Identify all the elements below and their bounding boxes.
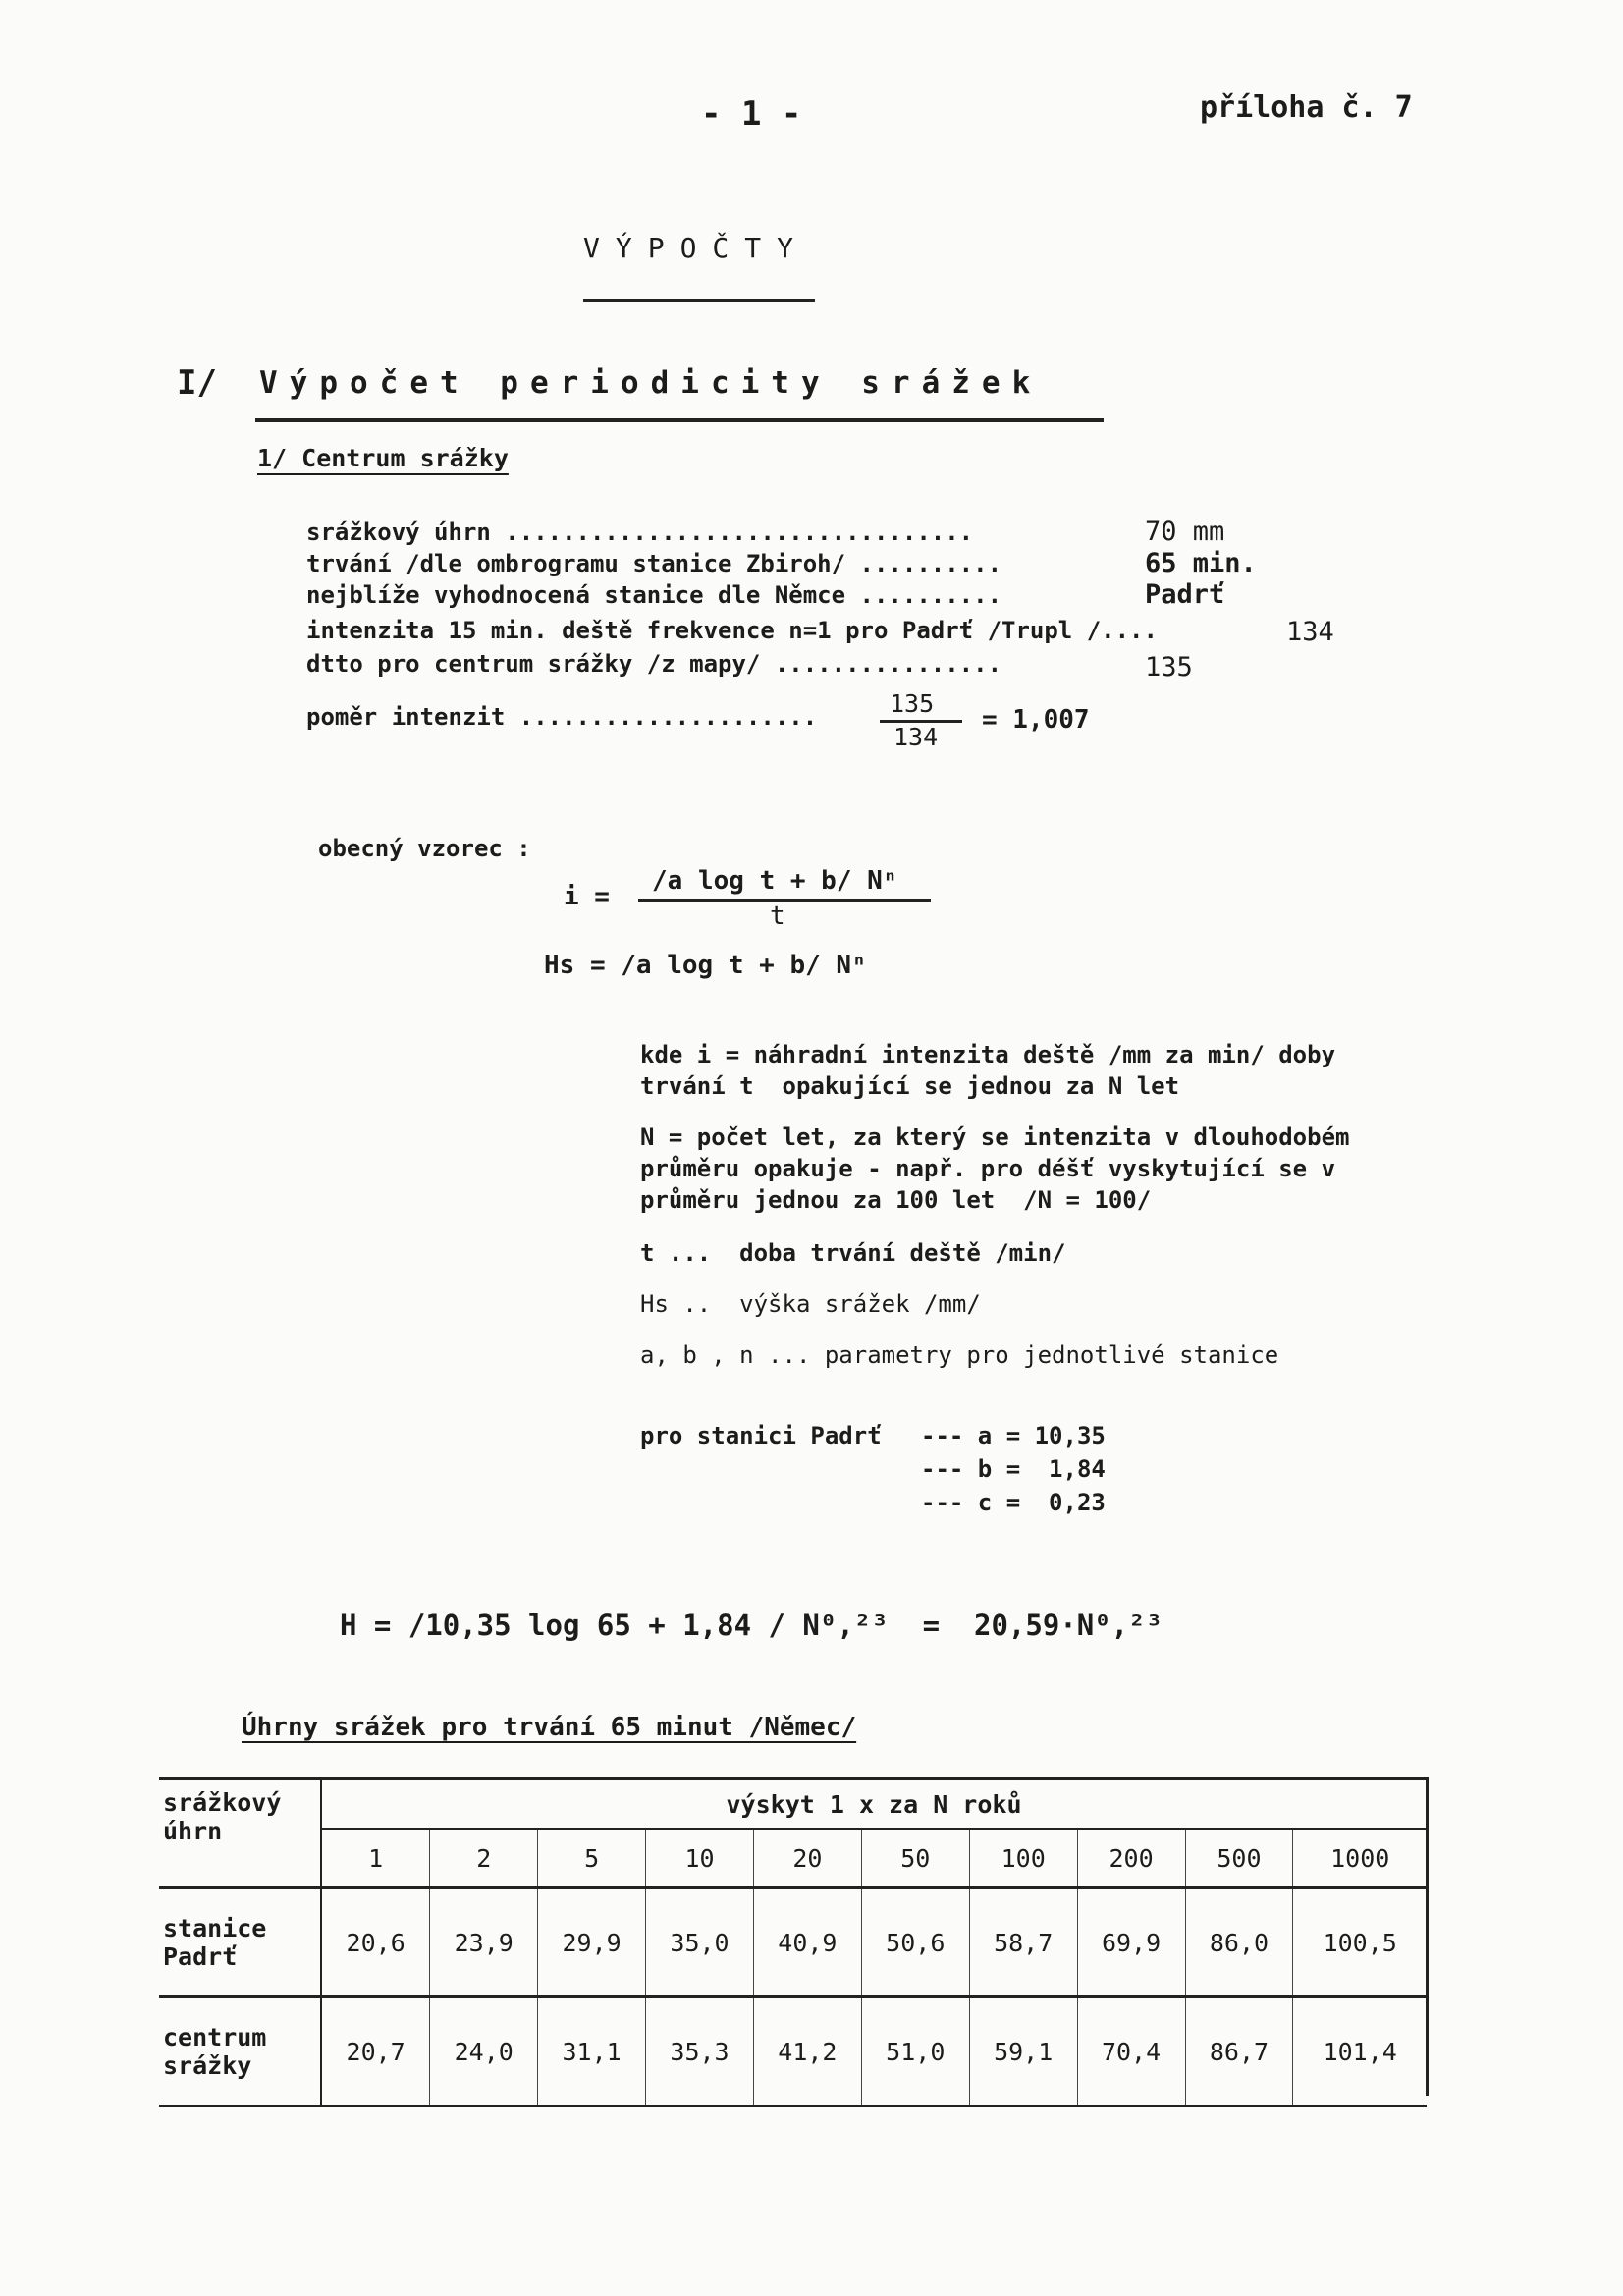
column-header: 10	[646, 1829, 754, 1888]
params-label: pro stanici Padrť	[640, 1422, 882, 1449]
row-value: 70 mm	[1145, 517, 1225, 547]
definition-line: a, b , n ... parametry pro jednotlivé stanice	[640, 1341, 1279, 1369]
table-cell: 86,7	[1185, 1997, 1293, 2106]
table-cell: 100,5	[1293, 1888, 1427, 1997]
ratio-label: poměr intenzit .....................	[306, 703, 818, 731]
table-corner	[159, 1779, 321, 1888]
row-value: 134	[1286, 617, 1334, 647]
section-number: I/	[177, 363, 217, 403]
column-header: 1000	[1293, 1829, 1427, 1888]
column-header: 1	[321, 1829, 430, 1888]
table-row	[159, 1997, 1427, 2106]
definition-line: t ... doba trvání deště /min/	[640, 1239, 1066, 1267]
table-right-border	[1426, 1777, 1429, 2096]
formula-hs: Hs = /a log t + b/ Nⁿ	[544, 951, 867, 980]
row-header-line: Padrť	[163, 1942, 238, 1971]
table-cell: 20,6	[321, 1888, 430, 1997]
column-header: 50	[861, 1829, 969, 1888]
param-line: --- a = 10,35	[921, 1422, 1106, 1449]
table-title: Úhrny srážek pro trvání 65 minut /Němec/	[242, 1713, 857, 1742]
hn-formula: H = /10,35 log 65 + 1,84 / N⁰,²³ = 20,59·N⁰,²³	[340, 1609, 1163, 1642]
row-value: 65 min.	[1145, 548, 1257, 578]
column-header: 2	[430, 1829, 538, 1888]
row-label: dtto pro centrum srážky /z mapy/ ................	[306, 650, 1002, 678]
column-header: 200	[1077, 1829, 1185, 1888]
table-row	[159, 1888, 1427, 1997]
column-header: 500	[1185, 1829, 1293, 1888]
definition-line: kde i = náhradní intenzita deště /mm za min/ doby	[640, 1041, 1336, 1068]
row-value: 135	[1145, 652, 1193, 683]
row-label: trvání /dle ombrogramu stanice Zbiroh/ ..........	[306, 550, 1002, 577]
table-cell: 101,4	[1323, 2037, 1397, 2066]
column-header: 20	[753, 1829, 861, 1888]
ratio-result: = 1,007	[982, 705, 1090, 735]
definition-line: Hs .. výška srážek /mm/	[640, 1290, 981, 1318]
formula-numerator: /a log t + b/ Nⁿ	[652, 866, 898, 896]
row-label: nejblíže vyhodnocená stanice dle Němce ..........	[306, 581, 1002, 609]
definition-line: průměru jednou za 100 let /N = 100/	[640, 1186, 1152, 1214]
table-cell: 35,3	[646, 1997, 754, 2106]
row-header-line: srážky	[163, 2051, 252, 2080]
definition-line: N = počet let, za který se intenzita v dlouhodobém	[640, 1123, 1350, 1151]
annex-label: příloha č. 7	[1200, 90, 1413, 125]
table-cell: 70,4	[1077, 1997, 1185, 2106]
table-group-header: výskyt 1 x za N roků	[321, 1779, 1427, 1830]
ratio-denominator: 134	[893, 723, 939, 751]
param-line: --- b = 1,84	[921, 1455, 1106, 1483]
row-header-line: stanice	[163, 1914, 267, 1942]
table-cell: 86,0	[1185, 1888, 1293, 1997]
page-number: - 1 -	[701, 94, 802, 134]
row-label: srážkový úhrn .................................	[306, 519, 974, 546]
table-cell: 50,6	[861, 1888, 969, 1997]
table-cell: 23,9	[430, 1888, 538, 1997]
subsection-title: 1/ Centrum srážky	[257, 444, 509, 472]
section-underline	[255, 418, 1104, 422]
table-cell: 59,1	[969, 1997, 1077, 2106]
document-title: VÝPOČTY	[583, 232, 810, 264]
table-cell: 31,1	[538, 1997, 646, 2106]
table-cell: 40,9	[753, 1888, 861, 1997]
row-header-line: centrum	[163, 2023, 267, 2051]
table-cell: 29,9	[538, 1888, 646, 1997]
precipitation-table	[159, 1777, 1428, 2107]
column-header: 5	[538, 1829, 646, 1888]
table-cell: 20,7	[321, 1997, 430, 2106]
ratio-numerator: 135	[890, 689, 935, 718]
definition-line: průměru opakuje - např. pro déšť vyskytující se v	[640, 1155, 1336, 1182]
row-header	[159, 1997, 321, 2106]
table-cell: 24,0	[430, 1997, 538, 2106]
corner-line: srážkový	[163, 1788, 282, 1817]
title-underline	[583, 299, 815, 302]
formula-denominator: t	[770, 902, 785, 931]
section-title: Výpočet periodicity srážek	[259, 365, 1043, 401]
corner-line: úhrn	[163, 1817, 223, 1845]
table-cell: 35,0	[646, 1888, 754, 1997]
param-line: --- c = 0,23	[921, 1489, 1106, 1516]
row-header	[159, 1888, 321, 1997]
table-cell: 51,0	[861, 1997, 969, 2106]
row-label: intenzita 15 min. deště frekvence n=1 pro Padrť /Trupl /....	[306, 617, 1158, 644]
definition-line: trvání t opakující se jednou za N let	[640, 1072, 1180, 1100]
general-formula-label: obecný vzorec :	[318, 835, 531, 862]
column-header: 100	[969, 1829, 1077, 1888]
row-value: Padrť	[1145, 579, 1225, 610]
table-cell: 58,7	[969, 1888, 1077, 1997]
table-cell: 41,2	[753, 1997, 861, 2106]
formula-lhs: i =	[564, 882, 610, 911]
table-cell: 69,9	[1077, 1888, 1185, 1997]
